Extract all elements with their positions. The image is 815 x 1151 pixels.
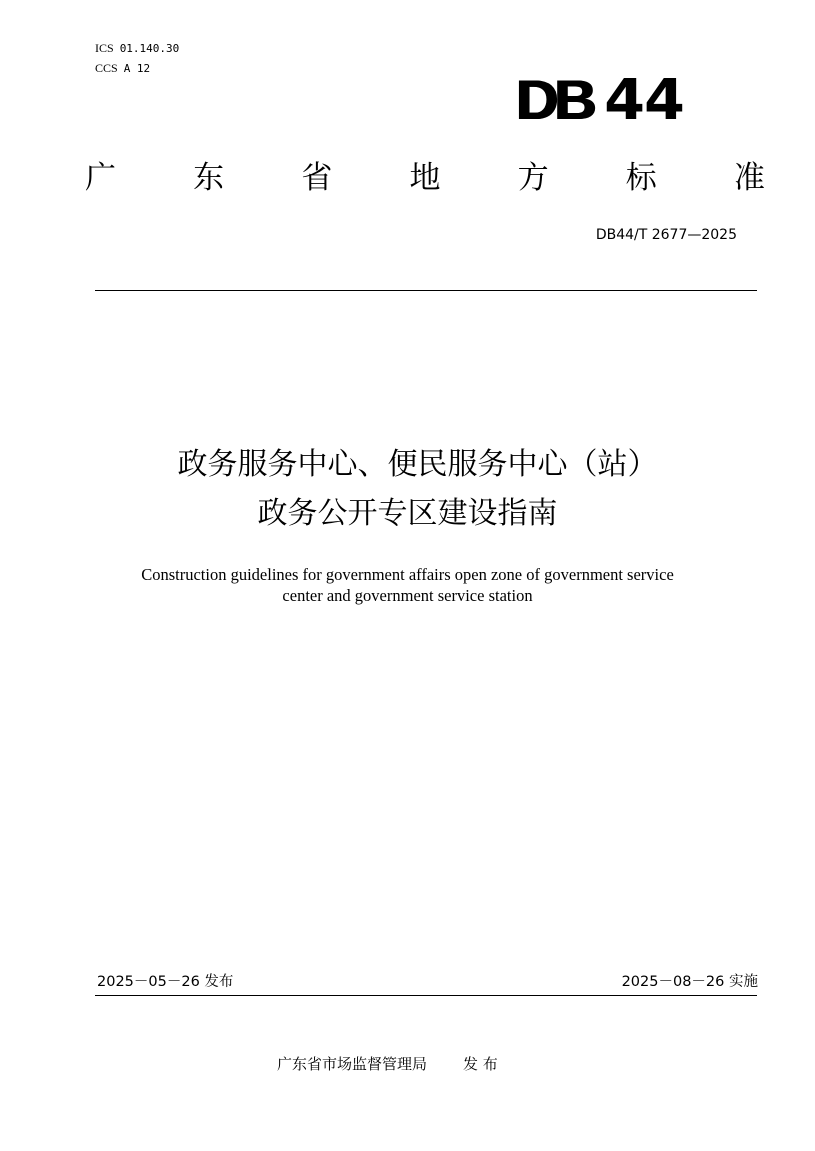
english-title-line-1: Construction guidelines for government affairs open zone of government service <box>141 565 674 584</box>
db44-logo <box>515 68 725 133</box>
ccs-label: CCS <box>95 61 118 75</box>
standard-type-char: 地 <box>409 160 441 196</box>
english-title-line-2: center and government service station <box>282 586 533 605</box>
issuing-authority <box>277 1053 498 1075</box>
implementation-date: 2025－08－26 实施 <box>621 974 758 990</box>
issue-date: 2025－05－26 发布 <box>97 974 234 990</box>
ics-value: 01.140.30 <box>119 42 180 55</box>
standard-type-heading <box>85 158 765 198</box>
standard-type-char: 准 <box>733 160 765 196</box>
top-divider <box>95 290 757 291</box>
english-title <box>60 564 755 606</box>
standard-type-char: 省 <box>301 160 333 196</box>
ccs-value: A 12 <box>123 62 151 75</box>
standard-type-char: 东 <box>193 160 225 196</box>
ics-code <box>95 41 179 56</box>
logo-letters: DB <box>515 68 592 131</box>
standard-type-char: 标 <box>625 160 657 196</box>
issuer-name: 广东省市场监督管理局 <box>277 1055 428 1073</box>
issuer-action: 发 布 <box>463 1055 498 1073</box>
standard-type-char: 广 <box>85 160 116 196</box>
chinese-title-line-2: 政务公开专区建设指南 <box>257 496 558 531</box>
ccs-code <box>95 61 150 76</box>
standard-type-char: 方 <box>517 160 549 196</box>
ics-label: ICS <box>95 41 114 55</box>
standard-number: DB44/T 2677—2025 <box>595 227 737 243</box>
chinese-title-line-1: 政务服务中心、便民服务中心（站） <box>177 447 658 482</box>
logo-number: 44 <box>604 68 684 133</box>
bottom-divider <box>95 995 757 996</box>
